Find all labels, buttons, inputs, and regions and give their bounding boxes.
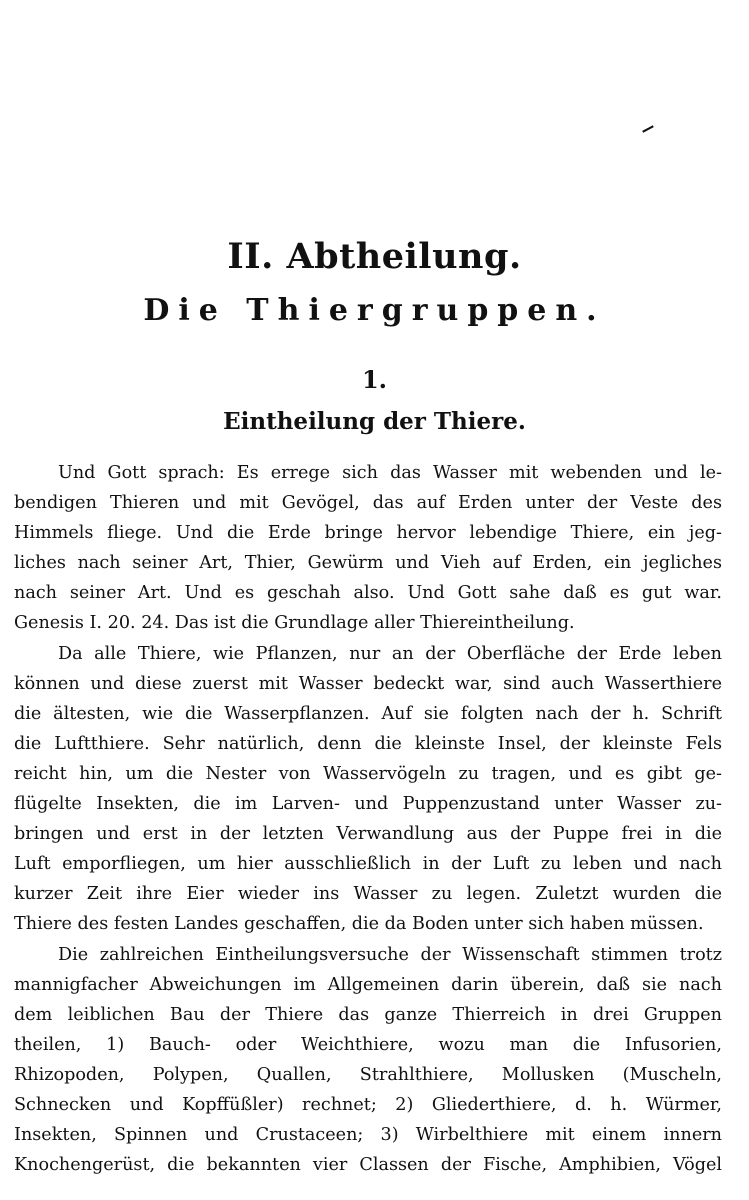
stray-ink-mark xyxy=(642,125,654,132)
text-line: bringen und erst in der letzten Verwandlung aus der Puppe frei in die xyxy=(14,824,722,845)
text-line: theilen, 1) Bauch- oder Weichthiere, wozu man die Infusorien, xyxy=(14,1034,722,1055)
text-line: können und diese zuerst mit Wasser bedeckt war, sind auch Wasserthiere xyxy=(14,673,722,694)
chapter-title: Eintheilung der Thiere. xyxy=(223,408,526,435)
text-line: Knochengerüst, die bekannten vier Classen der Fische, Amphibien, Vögel xyxy=(14,1155,722,1176)
text-line: mannigfacher Abweichungen im Allgemeinen darin überein, daß sie nach xyxy=(14,974,722,995)
text-line: die ältesten, wie die Wasserpflanzen. Auf sie folgten nach der h. Schrift xyxy=(14,703,722,724)
text-line: kurzer Zeit ihre Eier wieder ins Wasser zu legen. Zuletzt wurden die xyxy=(14,884,722,905)
text-line: liches nach seiner Art, Thier, Gewürm und Vieh auf Erden, ein jegliches xyxy=(14,553,722,574)
text-line: Da alle Thiere, wie Pflanzen, nur an der Oberfläche der Erde leben xyxy=(58,643,722,664)
text-line: nach seiner Art. Und es geschah also. Und Gott sahe daß es gut war. xyxy=(14,583,722,604)
text-line: Insekten, Spinnen und Crustaceen; 3) Wirbelthiere mit einem innern xyxy=(14,1125,722,1146)
text-line: Rhizopoden, Polypen, Quallen, Strahlthiere, Mollusken (Muscheln, xyxy=(14,1064,722,1085)
body-text xyxy=(14,458,722,1180)
text-line: Thiere des festen Landes geschaffen, die da Boden unter sich haben müssen. xyxy=(14,914,704,935)
text-line: dem leiblichen Bau der Thiere das ganze Thierreich in drei Gruppen xyxy=(14,1004,722,1025)
text-line: die Luftthiere. Sehr natürlich, denn die kleinste Insel, der kleinste Fels xyxy=(14,733,722,754)
text-line: reicht hin, um die Nester von Wasservögeln zu tragen, und es gibt ge- xyxy=(14,763,722,784)
text-line: Und Gott sprach: Es errege sich das Wasser mit webenden und le- xyxy=(58,463,722,483)
text-line: bendigen Thieren und mit Gevögel, das auf Erden unter der Veste des xyxy=(14,493,722,514)
section-title: Die Thiergruppen. xyxy=(143,293,606,328)
text-line: Die zahlreichen Eintheilungsversuche der Wissenschaft stimmen trotz xyxy=(58,944,722,965)
text-line: flügelte Insekten, die im Larven- und Puppenzustand unter Wasser zu- xyxy=(14,794,722,815)
part-title: II. Abtheilung. xyxy=(227,236,522,277)
text-line: Himmels fliege. Und die Erde bringe hervor lebendige Thiere, ein jeg- xyxy=(14,523,722,544)
text-line: Genesis I. 20. 24. Das ist die Grundlage aller Thiereintheilung. xyxy=(14,613,575,634)
text-line: Luft emporfliegen, um hier ausschließlich in der Luft zu leben und nach xyxy=(14,854,722,875)
text-line: Schnecken und Kopffüßler) rechnet; 2) Gliederthiere, d. h. Würmer, xyxy=(14,1094,722,1115)
chapter-number: 1. xyxy=(361,365,388,394)
